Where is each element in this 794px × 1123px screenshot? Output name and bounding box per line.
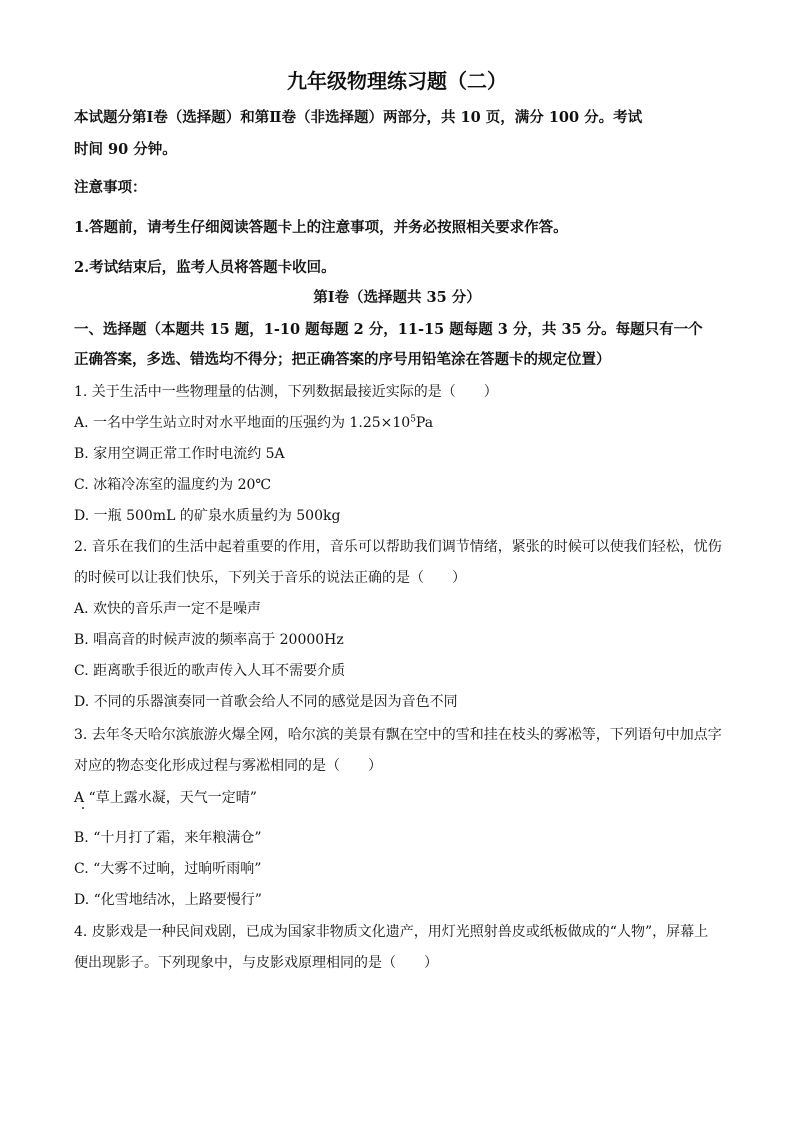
question-1-option-d: D. 一瓶 500mL 的矿泉水质量约为 500kg <box>74 508 341 524</box>
question-3-option-b: B. “十月打了霜，来年粮满仓” <box>74 830 262 846</box>
exponent: 5 <box>410 414 416 425</box>
question-4-stem-line-2: 便出现影子。下列现象中，与皮影戏原理相同的是（ ） <box>74 955 438 971</box>
question-2-option-d: D. 不同的乐器演奏同一首歌会给人不同的感觉是因为音色不同 <box>74 694 458 710</box>
notice-heading: 注意事项： <box>74 179 147 196</box>
emphasis-dot <box>82 807 84 809</box>
notice-item-1: 1.答题前，请考生仔细阅读答题卡上的注意事项，并务必按照相关要求作答。 <box>74 219 568 236</box>
question-1-option-c: C. 冰箱冷冻室的温度约为 20℃ <box>74 477 272 493</box>
question-1-stem: 1. 关于生活中一些物理量的估测，下列数据最接近实际的是（ ） <box>74 384 498 400</box>
question-3-stem-line-1: 3. 去年冬天哈尔滨旅游火爆全网，哈尔滨的美景有飘在空中的雪和挂在枝头的雾凇等，下列语句中加点字 <box>74 727 722 743</box>
page-title: 九年级物理练习题（二） <box>287 69 507 93</box>
option-a-text: A. 一名中学生站立时对水平地面的压强约为 1.25×10 <box>74 415 411 431</box>
question-1-option-a <box>74 413 433 433</box>
option-a-unit: Pa <box>415 415 434 431</box>
intro-line-1: 本试题分第Ⅰ卷（选择题）和第Ⅱ卷（非选择题）两部分，共 10 页，满分 100 分。考试 <box>74 109 643 126</box>
part-instruction-line-2: 正确答案，多选、错选均不得分；把正确答案的序号用铅笔涂在答题卡的规定位置） <box>74 351 611 368</box>
question-2-option-a: A. 欢快的音乐声一定不是噪声 <box>74 601 262 617</box>
question-3-option-a: A “草上露水凝，天气一定晴” <box>74 790 257 806</box>
part-instruction-line-1: 一、选择题（本题共 15 题，1-10 题每题 2 分，11-15 题每题 3 分，共 35 分。每题只有一个 <box>74 321 703 338</box>
section-title: 第Ⅰ卷（选择题共 35 分） <box>313 289 481 306</box>
question-3-stem-line-2: 对应的物态变化形成过程与雾凇相同的是（ ） <box>74 758 382 774</box>
intro-line-2: 时间 90 分钟。 <box>74 141 177 158</box>
question-2-stem-line-1: 2. 音乐在我们的生活中起着重要的作用，音乐可以帮助我们调节情绪，紧张的时候可以使我们轻松，忧伤 <box>74 539 722 555</box>
question-2-option-c: C. 距离歌手很近的歌声传入人耳不需要介质 <box>74 663 346 679</box>
question-2-option-b: B. 唱高音的时候声波的频率高于 20000Hz <box>74 632 344 648</box>
question-4-stem-line-1: 4. 皮影戏是一种民间戏剧，已成为国家非物质文化遗产，用灯光照射兽皮或纸板做成的“人物”，屏幕上 <box>74 924 709 940</box>
question-3-option-c: C. “大雾不过晌，过晌听雨响” <box>74 861 262 877</box>
question-3-option-d: D. “化雪地结冰，上路要慢行” <box>74 892 262 908</box>
notice-item-2: 2.考试结束后，监考人员将答题卡收回。 <box>74 259 336 276</box>
question-2-stem-line-2: 的时候可以让我们快乐，下列关于音乐的说法正确的是（ ） <box>74 570 466 586</box>
question-1-option-b: B. 家用空调正常工作时电流约 5A <box>74 446 285 462</box>
